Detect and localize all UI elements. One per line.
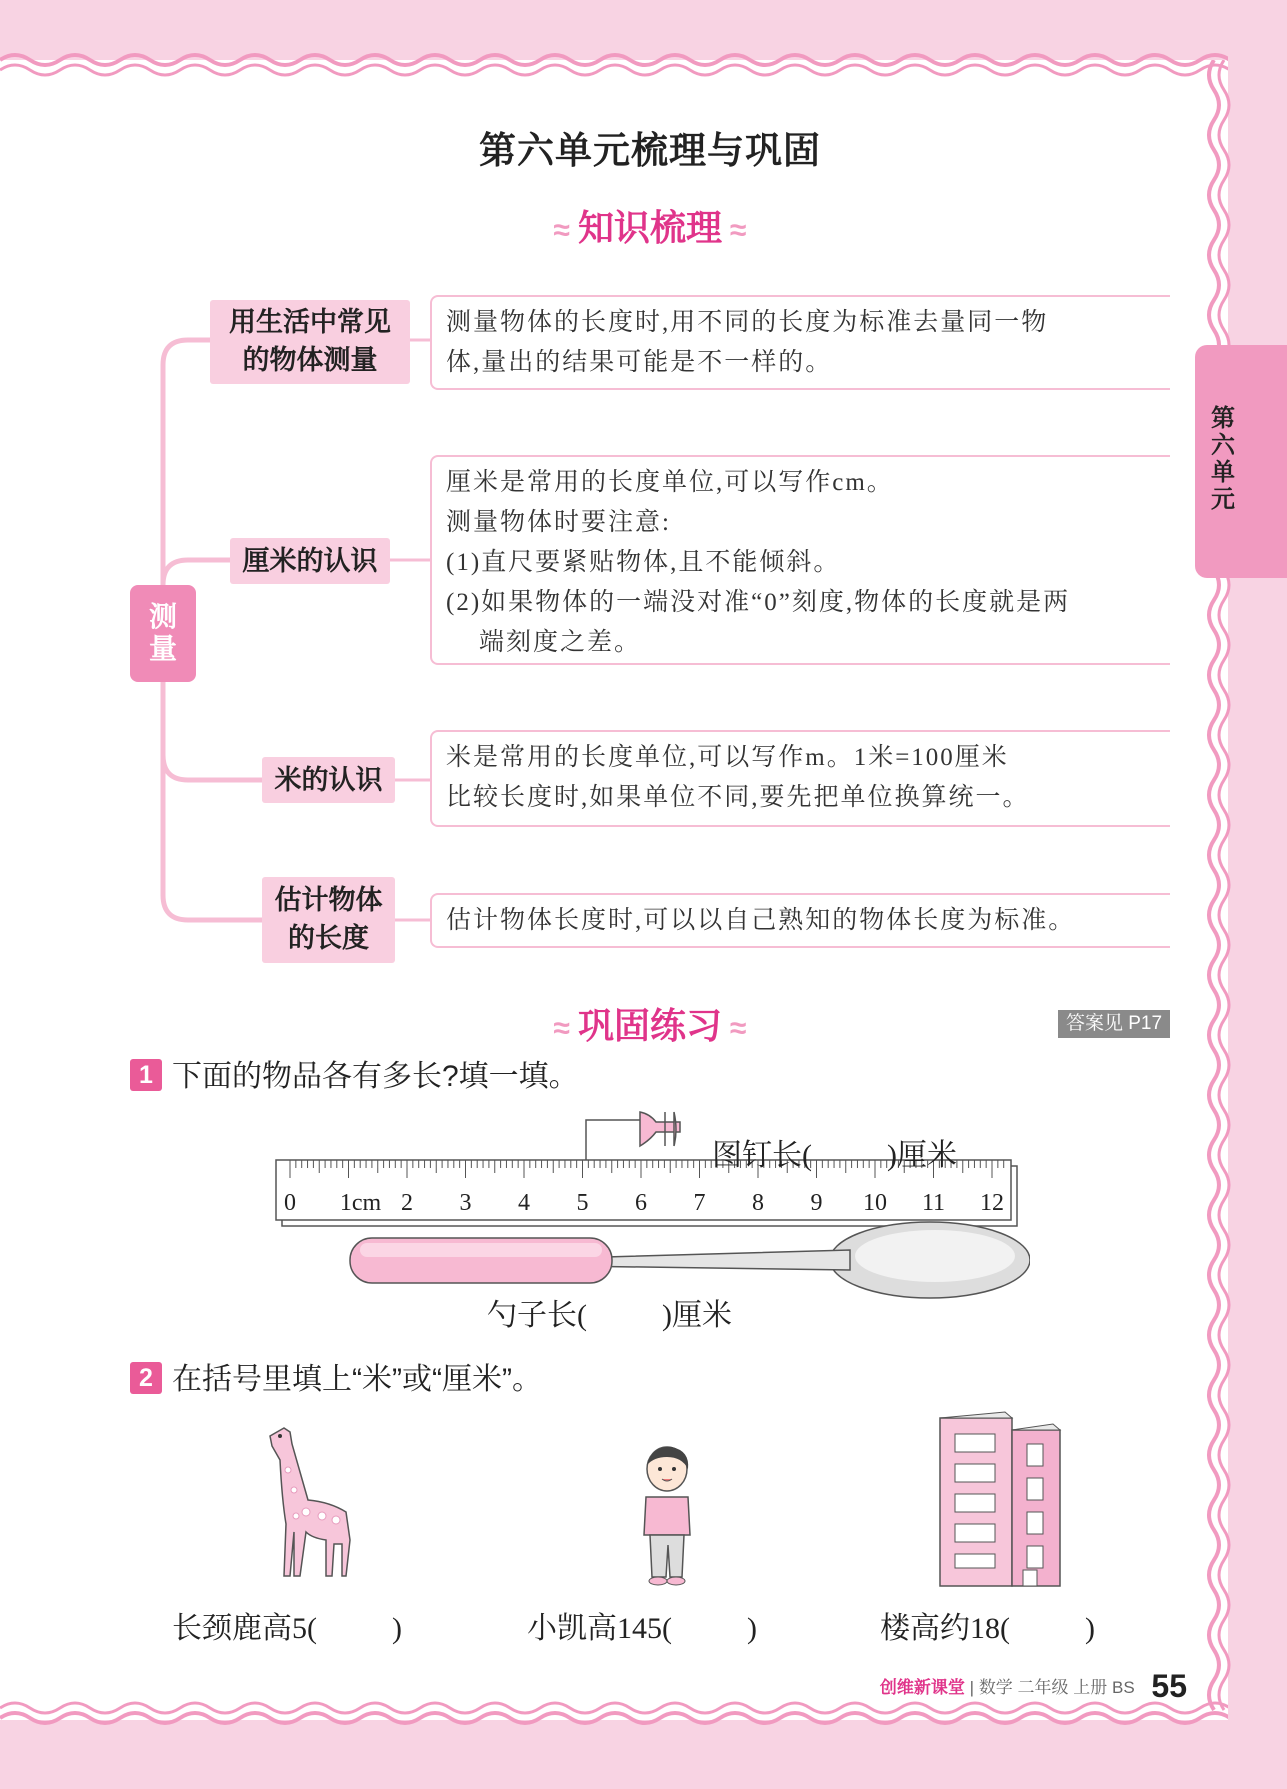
branch-label-line: 估计物体 [274, 885, 383, 915]
ruler-tick-label: 3 [459, 1190, 472, 1216]
ruler-tick-label: 2 [401, 1190, 413, 1216]
ruler-tick-label: 0 [284, 1190, 296, 1216]
spoon-icon [350, 1222, 1030, 1298]
ruler-tick-label: 8 [752, 1190, 764, 1216]
giraffe-icon [250, 1420, 370, 1580]
question-number-badge: 1 [130, 1059, 162, 1091]
ruler-tick-label: 4 [518, 1190, 530, 1216]
section-heading-label: 巩固练习 [577, 1005, 722, 1046]
mindmap-desc-everyday-objects [430, 295, 1170, 390]
ruler-tick-label: 1cm [339, 1190, 382, 1216]
ruler-tick-label: 11 [921, 1190, 946, 1216]
page-number: 55 [1151, 1668, 1187, 1704]
branch-label-line: 用生活中常见 [229, 307, 391, 337]
branch-label-line: 厘米的认识 [242, 546, 378, 576]
desc-line: (1)直尺要紧贴物体,且不能倾斜。 [446, 549, 841, 576]
footer-separator: | [969, 1678, 975, 1697]
mindmap-branch-estimate [262, 877, 395, 963]
branch-label-line: 的物体测量 [242, 345, 378, 375]
building-height-blank[interactable]: 楼高约18( ) [880, 1612, 1095, 1645]
desc-line: 估计物体长度时,可以以自己熟知的物体长度为标准。 [446, 907, 1076, 934]
mindmap-root-label: 测量 [148, 601, 177, 664]
question-text: 在括号里填上“米”或“厘米”。 [172, 1363, 542, 1396]
wave-deco-icon: ≈ [553, 214, 570, 247]
desc-line: (2)如果物体的一端没对准“0”刻度,物体的长度就是两 [446, 589, 1071, 616]
building-icon [935, 1410, 1085, 1590]
mindmap-branch-meter [262, 757, 395, 803]
unit-side-tab-label: 第 六 单 元 [1211, 405, 1235, 513]
giraffe-height-blank[interactable]: 长颈鹿高5( ) [172, 1612, 402, 1645]
ruler-tick-label: 12 [980, 1190, 1004, 1216]
mindmap-branch-everyday-objects [210, 300, 410, 384]
spoon-length-blank[interactable]: 勺子长( )厘米 [487, 1299, 732, 1332]
desc-line: 端刻度之差。 [446, 629, 642, 656]
footer-subject: 数学 二年级 上册 BS [978, 1678, 1135, 1697]
footer-brand: 创维新课堂 [879, 1678, 965, 1697]
branch-label-line: 的长度 [288, 923, 369, 953]
answer-reference-badge: 答案见 P17 [1058, 1010, 1170, 1038]
question-text: 下面的物品各有多长?填一填。 [172, 1060, 579, 1093]
question-number-badge: 2 [130, 1362, 162, 1394]
pushpin-length-blank[interactable]: 图钉长( )厘米 [712, 1139, 957, 1172]
desc-line: 比较长度时,如果单位不同,要先把单位换算统一。 [446, 784, 1030, 811]
mindmap-desc-centimeter [430, 455, 1170, 665]
desc-line: 测量物体时要注意: [446, 509, 671, 536]
ruler-tick-label: 10 [863, 1190, 887, 1216]
xiaokai-height-blank[interactable]: 小凯高145( ) [527, 1612, 757, 1645]
boy-xiaokai-icon [632, 1445, 702, 1590]
mindmap-branch-centimeter [230, 538, 390, 584]
ruler-tick-label: 9 [810, 1190, 823, 1216]
question-1 [130, 1057, 579, 1097]
mindmap-desc-estimate [430, 893, 1170, 948]
ruler-tick-label: 7 [693, 1190, 706, 1216]
pushpin-icon [586, 1112, 680, 1165]
ruler-tick-label: 5 [576, 1190, 589, 1216]
desc-line: 体,量出的结果可能是不一样的。 [446, 349, 833, 376]
page-footer [880, 1668, 1187, 1705]
desc-line: 米是常用的长度单位,可以写作m。1米=100厘米 [446, 744, 1009, 771]
wave-deco-icon: ≈ [730, 214, 747, 247]
wave-deco-icon: ≈ [553, 1012, 570, 1045]
question-2 [130, 1360, 542, 1400]
ruler-tick-label: 6 [635, 1190, 647, 1216]
branch-label-line: 米的认识 [274, 765, 383, 795]
page-title: 第六单元梳理与巩固 [479, 130, 821, 171]
desc-line: 测量物体的长度时,用不同的长度为标准去量同一物 [446, 309, 1049, 336]
wave-deco-icon: ≈ [730, 1012, 747, 1045]
desc-line: 厘米是常用的长度单位,可以写作cm。 [446, 469, 894, 496]
mindmap-root [130, 585, 196, 682]
section-heading-label: 知识梳理 [577, 207, 722, 248]
mindmap-desc-meter [430, 730, 1170, 827]
